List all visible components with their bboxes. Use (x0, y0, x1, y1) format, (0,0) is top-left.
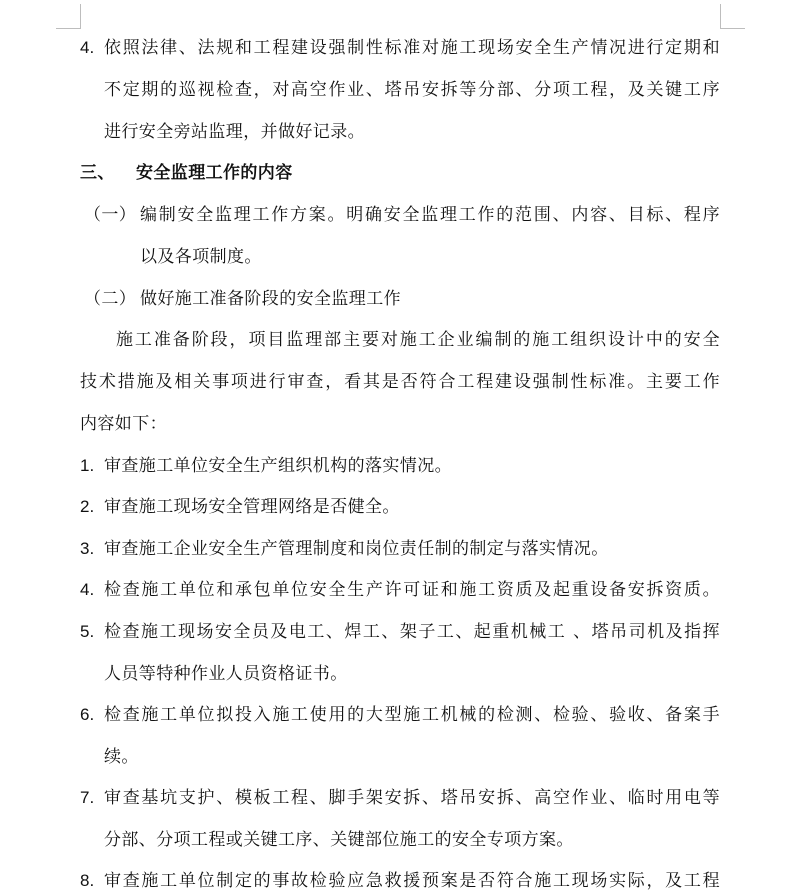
paragraph-line: 施工准备阶段，项目监理部主要对施工企业编制的施工组织设计中的安全 (116, 330, 720, 350)
list-item-number: 3. (80, 539, 95, 558)
list-item-number: 5. (80, 622, 95, 641)
list-item-text: 进行安全旁站监理，并做好记录。 (104, 122, 365, 142)
list-item-number: 4. (80, 38, 95, 57)
list-item-text: 检查施工单位拟投入施工使用的大型施工机械的检测、检验、验收、备案手 (104, 705, 720, 725)
section-heading: 安全监理工作的内容 (136, 163, 293, 183)
paragraph-line: 内容如下： (80, 414, 167, 434)
section-number: 三、 (80, 163, 115, 183)
subsection-heading: 做好施工准备阶段的安全监理工作 (140, 289, 401, 309)
list-item-number: 4. (80, 580, 95, 599)
list-item-text: 审查施工企业安全生产管理制度和岗位责任制的制定与落实情况。 (104, 539, 609, 559)
list-item-text: 人员等特种作业人员资格证书。 (104, 664, 348, 684)
paragraph-line: 技术措施及相关事项进行审查，看其是否符合工程建设强制性标准。主要工作 (80, 372, 720, 392)
list-item-number: 8. (80, 871, 95, 890)
list-item-text: 审查施工单位安全生产组织机构的落实情况。 (104, 456, 452, 476)
list-item-text: 不定期的巡视检查，对高空作业、塔吊安拆等分部、分项工程，及关键工序 (104, 80, 720, 100)
list-item-number: 2. (80, 497, 95, 516)
page-corner-mark-right (720, 4, 745, 29)
subsection-number: （二） (84, 289, 137, 309)
list-item-text: 续。 (104, 747, 139, 767)
list-item-number: 1. (80, 456, 95, 475)
subsection-text: 以及各项制度。 (140, 247, 262, 267)
list-item-text: 分部、分项工程或关键工序、关键部位施工的安全专项方案。 (104, 830, 574, 850)
list-item-text: 审查施工单位制定的事故检验应急救援预案是否符合施工现场实际，及工程 (104, 871, 720, 891)
list-item-text: 依照法律、法规和工程建设强制性标准对施工现场安全生产情况进行定期和 (104, 38, 720, 58)
list-item-number: 7. (80, 788, 95, 807)
list-item-text: 审查基坑支护、模板工程、脚手架安拆、塔吊安拆、高空作业、临时用电等 (104, 788, 720, 808)
list-item-text: 检查施工现场安全员及电工、焊工、架子工、起重机械工 、塔吊司机及指挥 (104, 622, 720, 642)
list-item-text: 检查施工单位和承包单位安全生产许可证和施工资质及起重设备安拆资质。 (104, 580, 720, 600)
list-item-text: 审查施工现场安全管理网络是否健全。 (104, 497, 400, 517)
subsection-text: 编制安全监理工作方案。明确安全监理工作的范围、内容、目标、程序 (140, 205, 720, 225)
page-corner-mark-left (56, 4, 81, 29)
subsection-number: （一） (84, 205, 137, 225)
list-item-number: 6. (80, 705, 95, 724)
